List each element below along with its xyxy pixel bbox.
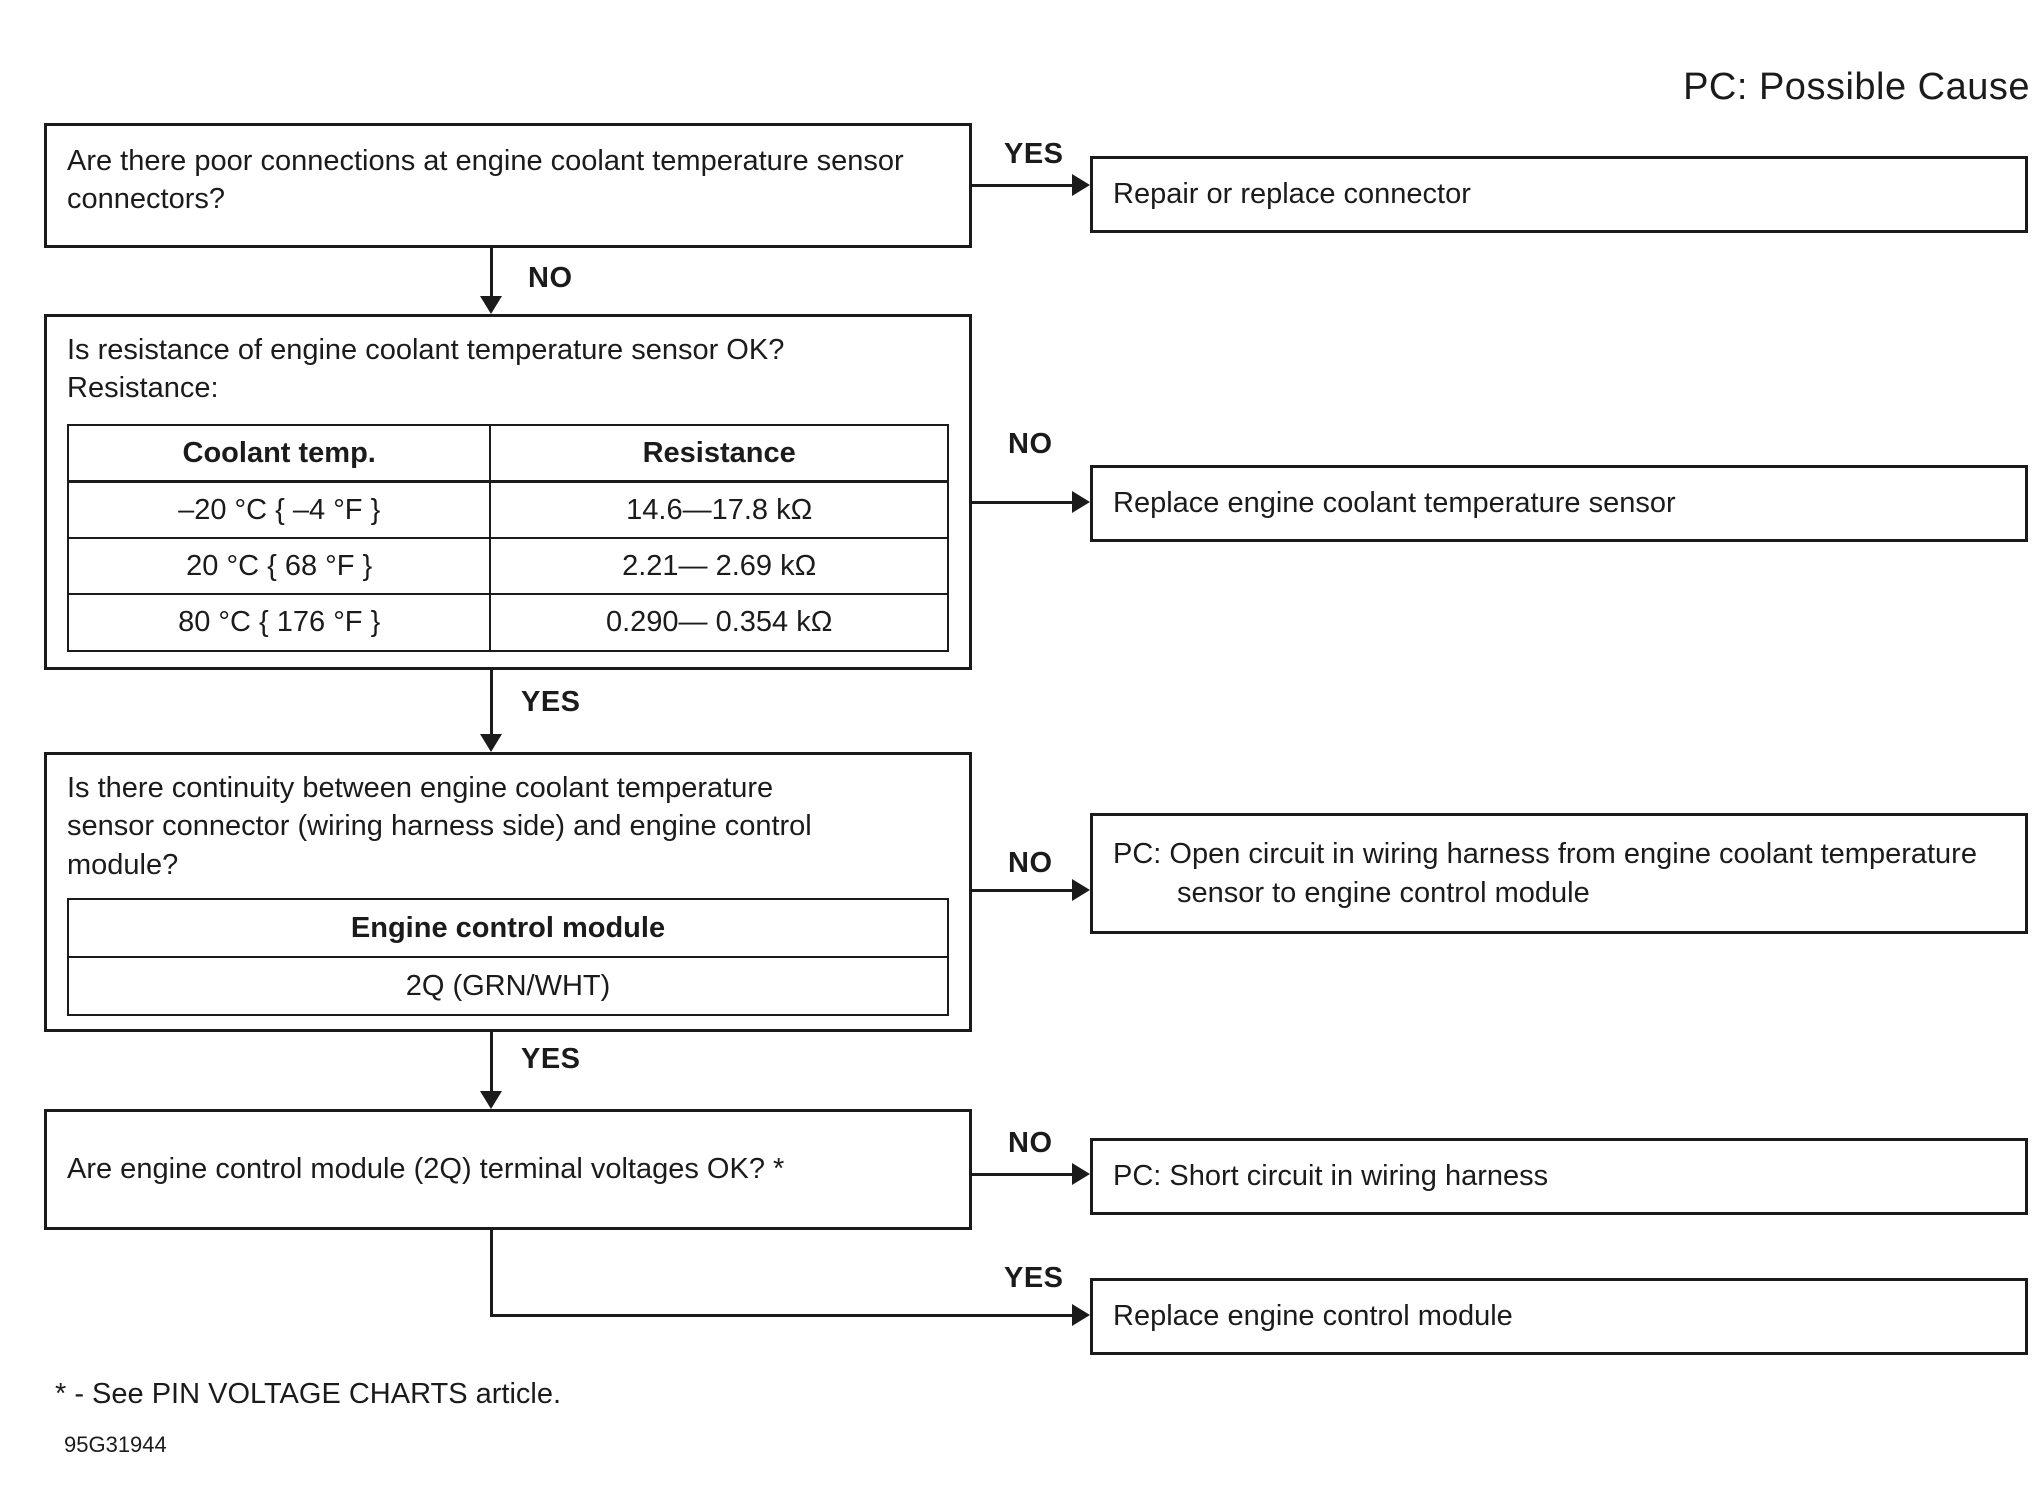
yes-label-3: YES <box>521 1043 581 1075</box>
table-row <box>68 957 948 1015</box>
resistance-cell: 0.290— 0.354 kΩ <box>490 594 948 650</box>
col-header-resistance: Resistance <box>490 425 948 482</box>
connector-line <box>490 670 493 734</box>
arrowhead-down-icon <box>480 734 502 752</box>
arrowhead-right-icon <box>1072 1304 1090 1326</box>
question-box-terminal-voltages <box>44 1109 972 1230</box>
ecm-table <box>67 898 949 1017</box>
resistance-table <box>67 424 949 652</box>
connector-line <box>972 184 1072 187</box>
action-box-repair-connector <box>1090 156 2028 233</box>
table-row <box>68 538 948 594</box>
resistance-cell: 2.21— 2.69 kΩ <box>490 538 948 594</box>
no-label-4: NO <box>1008 1127 1053 1159</box>
no-label-3: NO <box>1008 847 1053 879</box>
action-text: Repair or replace connector <box>1113 178 1471 211</box>
footnote: * - See PIN VOLTAGE CHARTS article. <box>55 1378 562 1410</box>
arrowhead-down-icon <box>480 1091 502 1109</box>
question-text: Are there poor connections at engine coolant temperature sensor connectors? <box>67 145 904 216</box>
connector-line <box>972 889 1072 892</box>
yes-label-1: YES <box>1004 138 1064 170</box>
pc-legend: PC: Possible Cause <box>1683 66 2030 108</box>
col-header-coolant-temp: Coolant temp. <box>68 425 490 482</box>
ecm-header-cell: Engine control module <box>68 899 948 957</box>
temp-cell: 20 °C { 68 °F } <box>68 538 490 594</box>
temp-cell: –20 °C { –4 °F } <box>68 481 490 538</box>
action-text: Replace engine coolant temperature sensor <box>1113 487 1676 520</box>
table-header-row <box>68 425 948 482</box>
arrowhead-right-icon <box>1072 1163 1090 1185</box>
table-row <box>68 481 948 538</box>
arrowhead-down-icon <box>480 296 502 314</box>
question-box-continuity <box>44 752 972 1032</box>
table-header-row <box>68 899 948 957</box>
yes-label-2: YES <box>521 686 581 718</box>
question-text: Is there continuity between engine coolant temperature sensor connector (wiring harness side) and engine control module? <box>67 772 812 881</box>
arrowhead-right-icon <box>1072 491 1090 513</box>
resistance-cell: 14.6—17.8 kΩ <box>490 481 948 538</box>
question-box-resistance <box>44 314 972 670</box>
arrowhead-right-icon <box>1072 174 1090 196</box>
connector-line <box>972 501 1072 504</box>
action-text: Replace engine control module <box>1113 1300 1513 1333</box>
cause-box-short-circuit <box>1090 1138 2028 1215</box>
temp-cell: 80 °C { 176 °F } <box>68 594 490 650</box>
question-text-line1: Is resistance of engine coolant temperature sensor OK? <box>67 334 785 366</box>
question-text-line2: Resistance: <box>67 372 219 405</box>
yes-label-4: YES <box>1004 1262 1064 1294</box>
document-id: 95G31944 <box>64 1432 167 1457</box>
no-label-2: NO <box>1008 428 1053 460</box>
ecm-terminal-cell: 2Q (GRN/WHT) <box>68 957 948 1015</box>
no-label-1: NO <box>528 262 573 294</box>
action-box-replace-sensor <box>1090 465 2028 542</box>
cause-text: PC: Short circuit in wiring harness <box>1113 1160 1549 1193</box>
cause-box-open-circuit <box>1090 813 2028 934</box>
table-row <box>68 594 948 650</box>
connector-line <box>972 1173 1072 1176</box>
connector-line <box>490 1032 493 1091</box>
action-box-replace-ecm <box>1090 1278 2028 1355</box>
connector-line <box>490 1230 493 1317</box>
question-box-connections <box>44 123 972 248</box>
cause-text: PC: Open circuit in wiring harness from engine coolant temperature sensor to engine control module <box>1113 838 1977 909</box>
question-text: Are engine control module (2Q) terminal voltages OK? * <box>67 1153 785 1186</box>
connector-line <box>490 248 493 296</box>
arrowhead-right-icon <box>1072 879 1090 901</box>
connector-line <box>490 1314 1072 1317</box>
